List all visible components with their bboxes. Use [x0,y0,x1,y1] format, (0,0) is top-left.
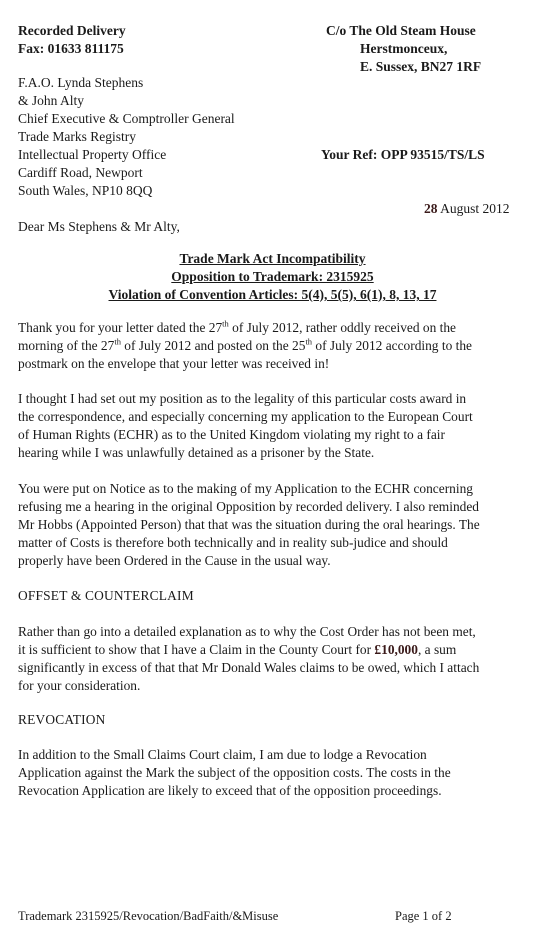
recipient-line: Cardiff Road, Newport [18,165,143,180]
sender-address [326,22,481,76]
sender-contact [18,22,126,58]
paragraph-line: matter of Costs is therefore both technically and in reality sub-judice and should [18,535,448,550]
date-day: 28 [424,201,438,216]
salutation: Dear Ms Stephens & Mr Alty, [18,219,180,234]
section-heading-offset: OFFSET & COUNTERCLAIM [18,588,194,603]
subject-title: Violation of Convention Articles: 5(4), 5(5), 6(1), 8, 13, 17 [108,287,437,302]
sender-address-line: E. Sussex, BN27 1RF [360,59,482,74]
paragraph-line: Application against the Mark the subject of the opposition costs. The costs in the [18,765,451,780]
paragraph-revocation [18,746,533,800]
paragraph-line: Revocation Application are likely to exceed that of the opposition proceedings. [18,783,442,798]
claim-amount: £10,000 [374,642,418,657]
paragraph-line: morning of the 27th of July 2012 and posted on the 25th of July 2012 according to the [18,336,472,353]
subject-title: Trade Mark Act Incompatibility [179,251,366,266]
paragraph-notice [18,480,533,570]
paragraph-line: the correspondence, and especially concerning my application to the European Court [18,409,473,424]
paragraph-line: refusing me a hearing in the original Opposition by recorded delivery. I also reminded [18,499,479,514]
letter-date [424,200,510,218]
subject-title: Opposition to Trademark: 2315925 [171,269,374,284]
recipient-address [18,74,235,200]
delivery-method: Recorded Delivery [18,23,126,38]
paragraph-line: Mr Hobbs (Appointed Person) that that was the situation during the oral hearings. The [18,517,480,532]
recipient-line: Chief Executive & Comptroller General [18,111,235,126]
fax-number: Fax: 01633 811175 [18,41,124,56]
page-number: Page 1 of 2 [395,909,452,923]
reference-number: Your Ref: OPP 93515/TS/LS [321,147,485,162]
recipient-line: & John Alty [18,93,85,108]
recipient-line: South Wales, NP10 8QQ [18,183,153,198]
footer-reference: Trademark 2315925/Revocation/BadFaith/&Misuse [18,909,279,923]
paragraph-line: significantly in excess of that that Mr Donald Wales claims to be owed, which I attach [18,660,480,675]
paragraph-line: of Human Rights (ECHR) as to the United Kingdom violating my right to a fair [18,427,445,442]
recipient-line: F.A.O. Lynda Stephens [18,75,144,90]
paragraph-line: properly have been Ordered in the Cause in the usual way. [18,553,331,568]
date-month-year: August 2012 [437,201,510,216]
paragraph-line: Rather than go into a detailed explanation as to why the Cost Order has not been met, [18,624,476,639]
paragraph-letter-receipt [18,319,533,373]
paragraph-line: In addition to the Small Claims Court claim, I am due to lodge a Revocation [18,747,427,762]
paragraph-line: I thought I had set out my position as to the legality of this particular costs award in [18,391,467,406]
paragraph-legality [18,390,533,462]
paragraph-line: for your consideration. [18,678,141,693]
sender-address-line: C/o The Old Steam House [326,23,476,38]
section-heading-revocation: REVOCATION [18,712,106,727]
recipient-line: Intellectual Property Office [18,147,167,162]
paragraph-line: You were put on Notice as to the making of my Application to the ECHR concerning [18,481,473,496]
paragraph-counterclaim [18,623,533,695]
recipient-line: Trade Marks Registry [18,129,136,144]
paragraph-line: postmark on the envelope that your letter was received in! [18,356,330,371]
paragraph-line: hearing while I was unlawfully detained as a prisoner by the State. [18,445,375,460]
paragraph-line: it is sufficient to show that I have a Claim in the County Court for £10,000, a sum [18,642,457,657]
sender-address-line: Herstmonceux, [360,41,448,56]
paragraph-line: Thank you for your letter dated the 27th of July 2012, rather oddly received on the [18,318,456,335]
